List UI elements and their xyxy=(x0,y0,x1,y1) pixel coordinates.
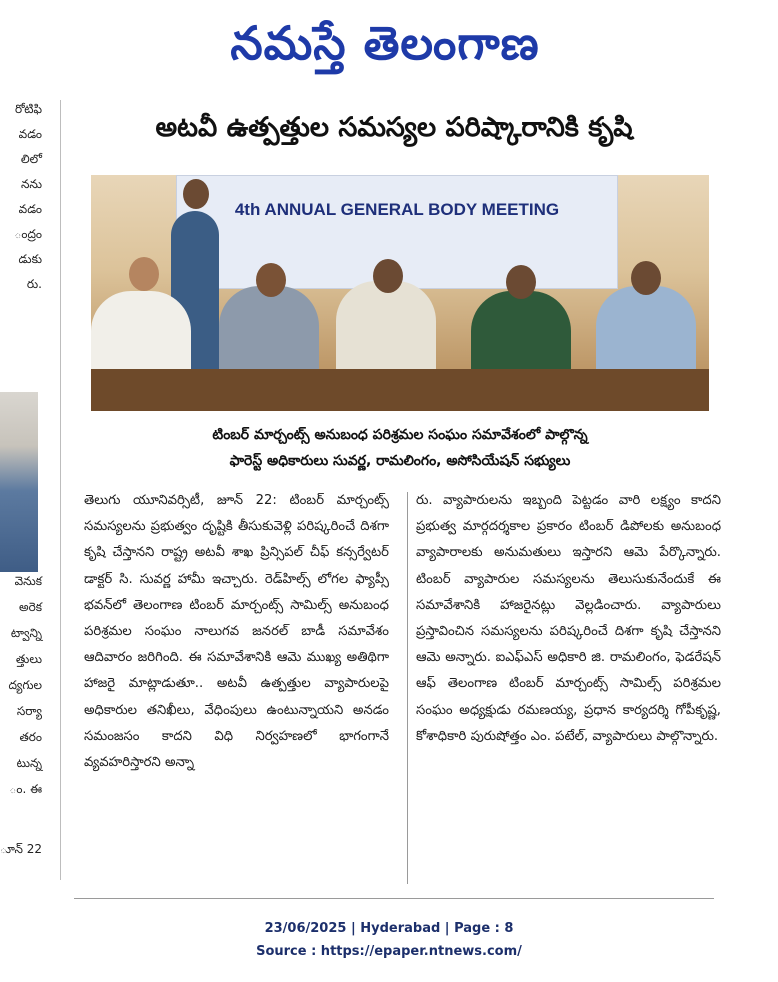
fragment-text: వెనుక xyxy=(14,574,42,588)
person-head xyxy=(506,265,536,299)
fragment-text: త్తులు xyxy=(15,652,42,666)
fragment-text: రోటిఫి xyxy=(14,102,42,116)
fragment-text: తరం xyxy=(19,730,42,744)
photo-caption xyxy=(120,422,680,474)
adjacent-photo-fragment xyxy=(0,392,38,572)
fragment-text: ద్యగుల xyxy=(8,678,42,692)
person-head xyxy=(129,257,159,291)
article-column-1 xyxy=(84,488,389,776)
footer-date-line: 23/06/2025 | Hyderabad | Page : 8 xyxy=(264,921,514,936)
caption-line: టింబర్ మార్చంట్స్ అనుబంధ పరిశ్రమల సంఘం సమావేశంలో పాల్గొన్న xyxy=(212,427,588,443)
fragment-text: లిలో xyxy=(20,152,42,166)
article-column-2 xyxy=(416,488,721,750)
fragment-text: సర్యా xyxy=(16,704,42,718)
column-divider xyxy=(407,492,408,884)
fragment-text: టున్న xyxy=(16,756,42,770)
fragment-text: అరెక xyxy=(19,600,42,614)
person-head xyxy=(256,263,286,297)
stage-table xyxy=(91,369,709,411)
caption-line: ఫారెస్ట్ అధికారులు సువర్ణ, రామలింగం, అసోసియేషన్ సభ్యులు xyxy=(229,453,571,469)
article-text: తెలుగు యూనివర్సిటీ, జూన్ 22: టింబర్ మార్చంట్స్ సమస్యలను ప్రభుత్వం దృష్టికి తీసుకువెళ్లి పరిష్కరించే దిశగా కృషి చేస్తానని రాష్ట్ర అటవీ శాఖ ప్రిన్సిపల్ చీఫ్ కన్సర్వేటర్ డాక్టర్ సి. సువర్ణ హామీ ఇచ్చారు. రెడ్‌హిల్స్ లోగల ఫ్యాప్సీ భవన్‌లో తెలంగాణ టింబర్ మార్చంట్స్ సామిల్స్ అనుబంధ పరిశ్రమల సంఘం నాలుగవ జనరల్ బాడీ సమావేశం ఆదివారం జరిగింది. ఈ సమావేశానికి ఆమె ముఖ్య అతిథిగా హాజరై మాట్లాడుతూ.. అటవీ ఉత్పత్తుల వ్యాపారులపై అధికారుల తనిఖీలు, వేధింపులు ఉంటున్నాయని అనడం సమంజసం కాదని విధి నిర్వహణలో భాగంగానే వ్యవహరిస్తారని అన్నా xyxy=(84,493,389,771)
fragment-text: రు. xyxy=(26,277,42,291)
footer-source-line: Source : https://epaper.ntnews.com/ xyxy=(256,944,522,959)
person-head xyxy=(631,261,661,295)
footer-divider xyxy=(74,898,714,899)
person-head xyxy=(373,259,403,293)
fragment-text: ం. ఈ xyxy=(9,782,42,796)
person-head xyxy=(183,179,209,209)
fragment-text: నను xyxy=(20,177,42,191)
article-headline: అటవీ ఉత్పత్తుల సమస్యల పరిష్కారానికి కృషి xyxy=(155,112,633,143)
fragment-text: డుకు xyxy=(18,252,42,266)
banner-title: 4th ANNUAL GENERAL BODY MEETING xyxy=(234,200,560,219)
column-divider xyxy=(60,100,61,880)
fragment-text: వడం xyxy=(18,127,42,141)
fragment-text: వడం xyxy=(18,202,42,216)
masthead: నమస్తే తెలంగాణ xyxy=(230,16,540,70)
fragment-text: ట్వాన్ని xyxy=(10,626,42,640)
article-text: రు. వ్యాపారులను ఇబ్బంది పెట్టడం వారి లక్ష్యం కాదని ప్రభుత్వ మార్గదర్శకాల ప్రకారం టింబర్ డిపోలకు అనుబంధ వ్యాపారాలకు అనుమతులు ఇస్తారని ఆమె పేర్కొన్నారు. టింబర్ వ్యాపారుల సమస్యలను తెలుసుకునేందుకే ఈ సమావేశానికి హాజరైనట్లు వెల్లడించారు. వ్యాపారులు ప్రస్తావించిన సమస్యలను పరిష్కరించే దిశగా కృషి చేస్తానని ఆమె అన్నారు. ఐఎఫ్ఎస్ అధికారి జి. రామలింగం, ఫెడరేషన్ ఆఫ్ తెలంగాణ టింబర్ మార్చంట్స్ సామిల్స్ పరిశ్రమల సంఘం అధ్యక్షుడు రమణయ్య, ప్రధాన కార్యదర్శి గోపీకృష్ణ, కోశాధికారి పురుషోత్తం ఎం. పటేల్, వ్యాపారులు పాల్గొన్నారు. xyxy=(416,493,721,744)
fragment-text: ంద్రం xyxy=(14,227,42,241)
article-photo xyxy=(91,175,709,411)
fragment-text: ూన్ 22 xyxy=(0,842,42,856)
